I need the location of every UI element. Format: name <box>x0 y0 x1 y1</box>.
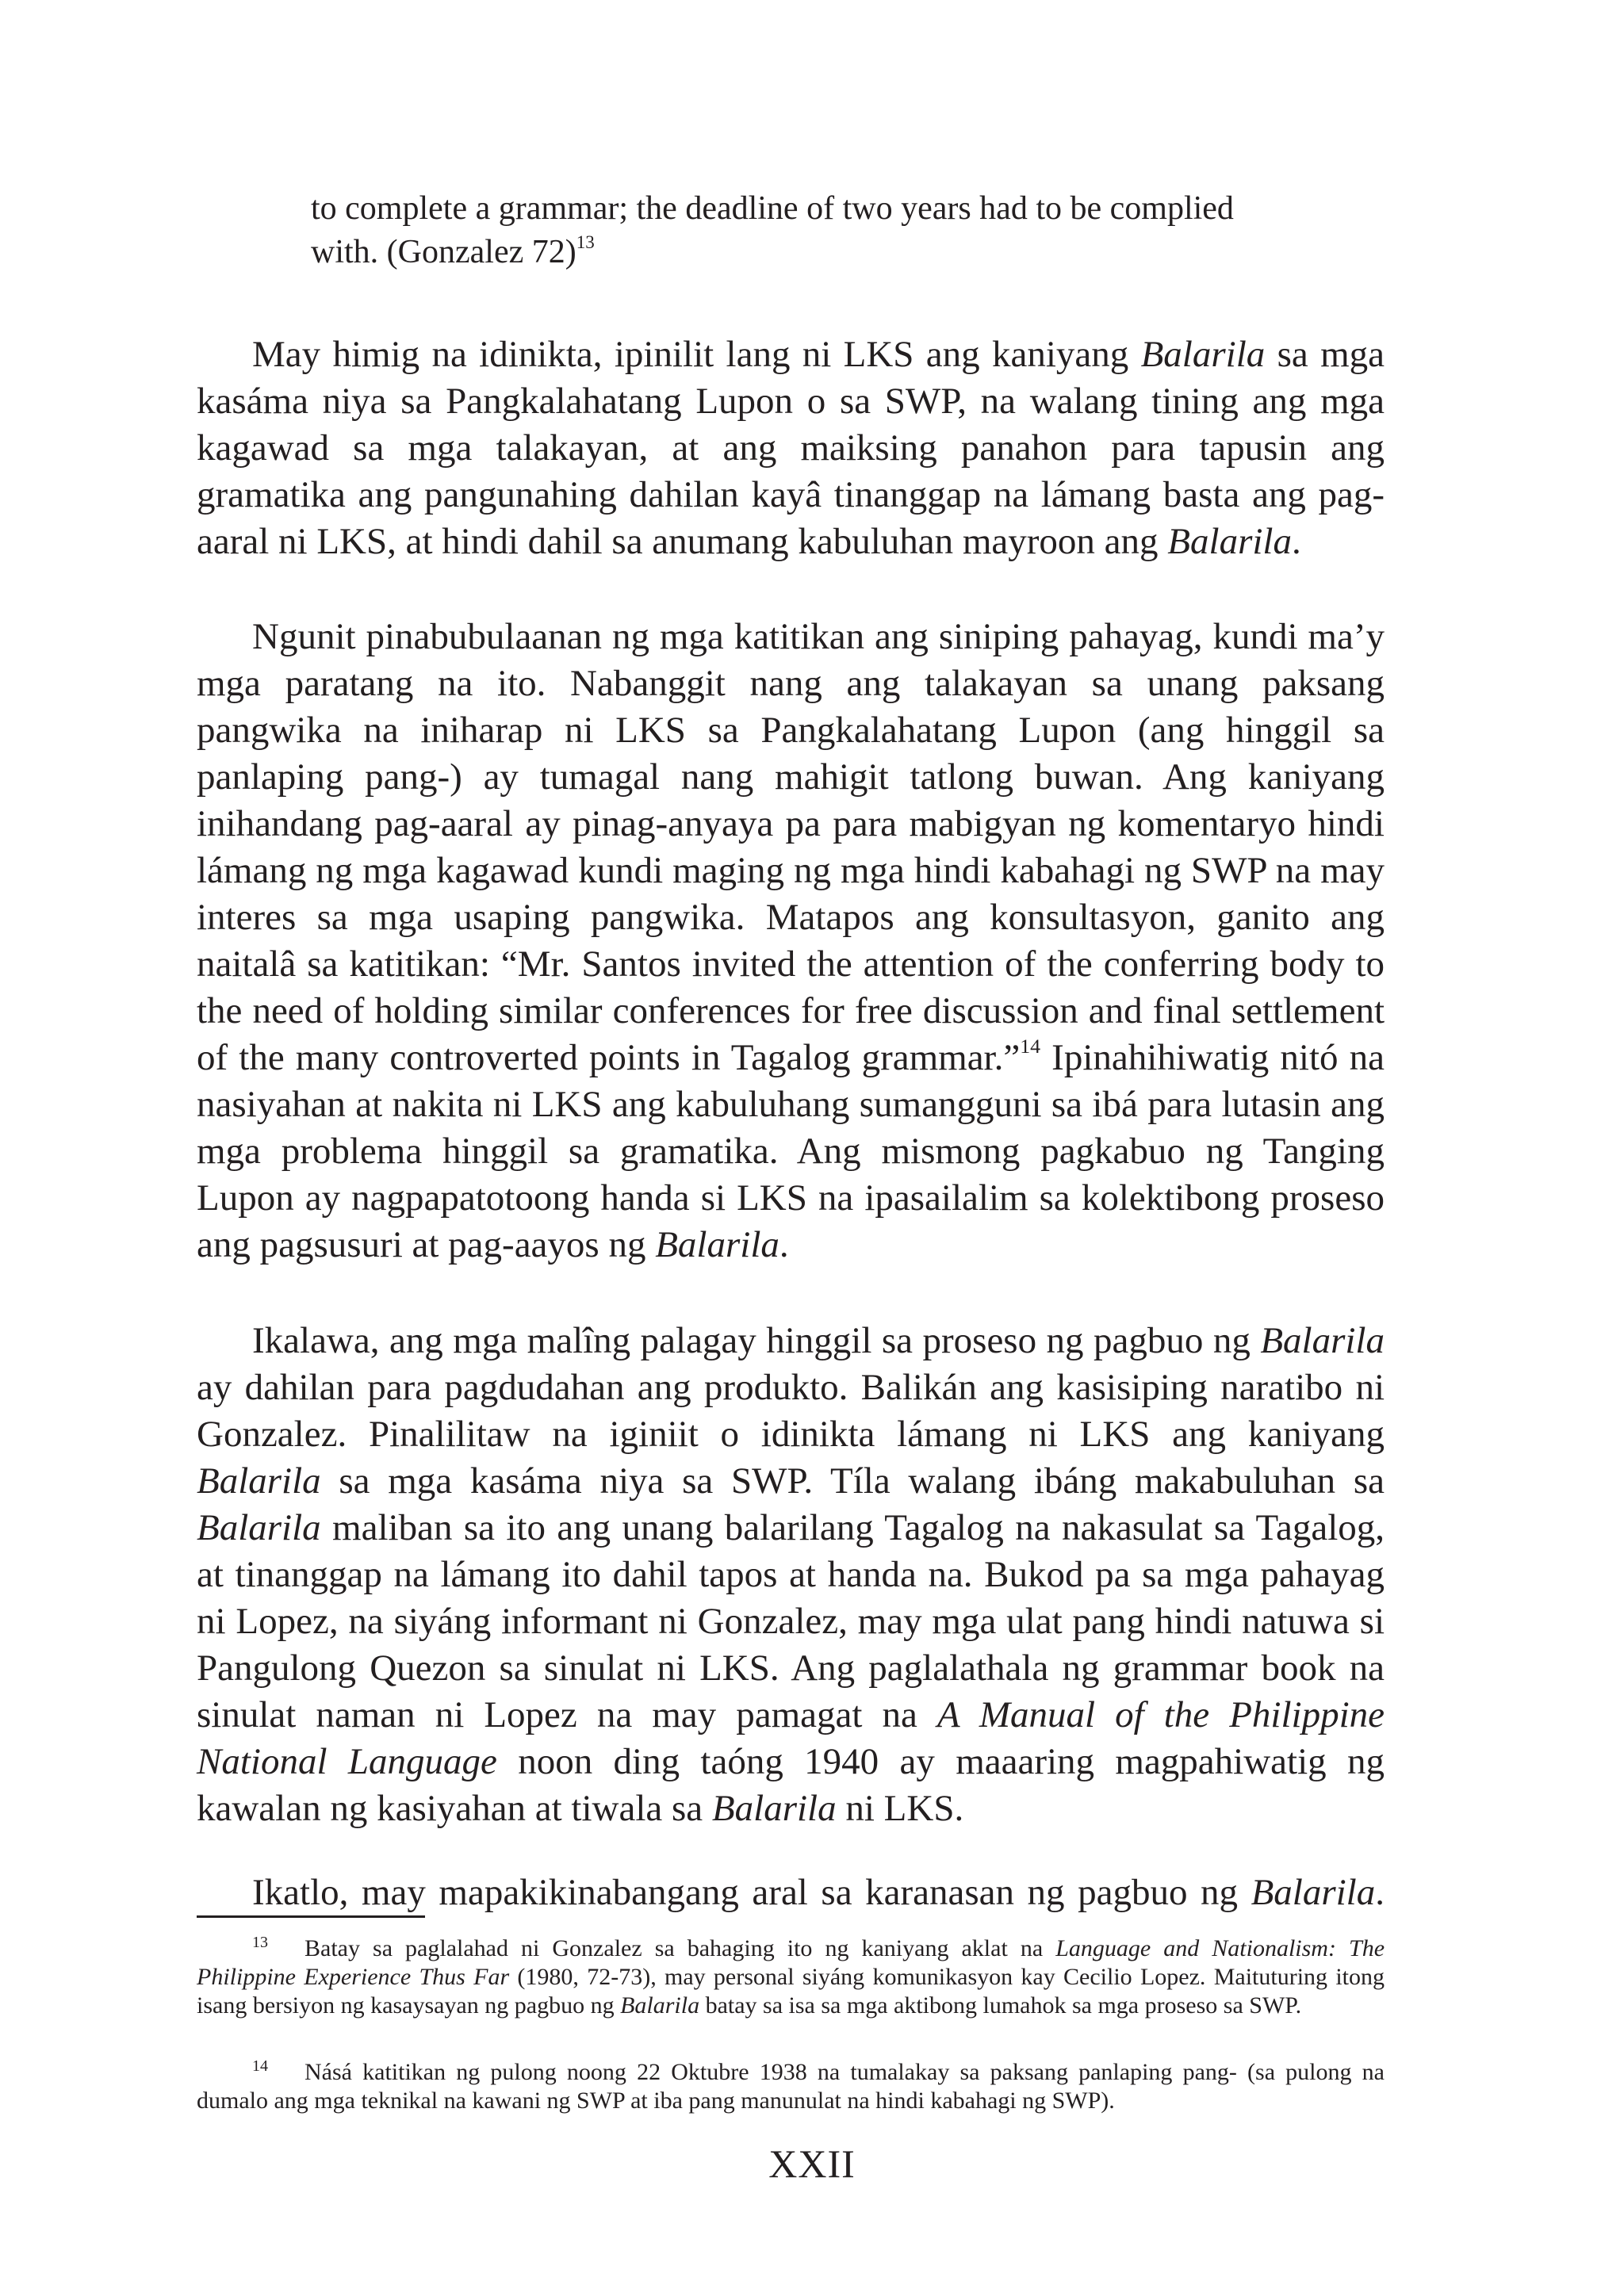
p2-text-c: . <box>779 1224 789 1265</box>
fn14-text: Násá katitikan ng pulong noong 22 Oktubre 1938 na tumalakay sa paksang panlaping pang- (sa pulong na dumalo ang mga teknikal na kawani ng SWP at iba pang manunulat na hindi kabahagi ng SWP). <box>197 2059 1385 2114</box>
p3-italic-manual-title: A Manual of the Philippine National Language <box>197 1694 1385 1782</box>
paragraph-3 <box>197 1318 1385 1832</box>
quote-line-2 <box>311 231 1342 274</box>
p3-italic-balarila-2: Balarila <box>197 1460 321 1502</box>
paragraph-1 <box>197 331 1385 565</box>
footnote-divider <box>197 1915 425 1918</box>
p4-text-b: . <box>1375 1872 1385 1913</box>
p1-text-c: . <box>1291 521 1301 562</box>
fn13-italic-book-title: Language and Nationalism: The Philippine Experience Thus Far <box>197 1935 1385 1990</box>
paragraph-2 <box>197 614 1385 1269</box>
paragraph-4 <box>197 1869 1385 1916</box>
block-quote <box>311 187 1342 274</box>
p3-text-e: noon ding taóng 1940 ay maaaring magpahiwatig ng kawalan ng kasiyahan at tiwala sa <box>197 1741 1385 1829</box>
p3-text-c: sa mga kasáma niya sa SWP. Tíla walang ibáng makabuluhan sa <box>320 1460 1385 1502</box>
p1-text-b: sa mga kasáma niya sa Pangkalahatang Lupon o sa SWP, na walang tining ang mga kagawad sa mga talakayan, at ang maiksing panahon para tapusin ang gramatika ang pangunahing dahilan kayâ tinanggap na lámang basta ang pag-aaral ni LKS, at hindi dahil sa anumang kabuluhan mayroon ang <box>197 334 1385 562</box>
p3-italic-balarila-3: Balarila <box>197 1507 321 1548</box>
p1-text-a: May himig na idinikta, ipinilit lang ni LKS ang kaniyang <box>252 334 1141 375</box>
fn13-italic-balarila: Balarila <box>620 1992 700 2019</box>
page-number: XXII <box>768 2141 856 2186</box>
footnote-14 <box>197 2052 1385 2115</box>
p2-text-b: Ipinahihiwatig nitó na nasiyahan at nakita ni LKS ang kabuluhang sumangguni sa ibá para lutasin ang mga problema hinggil sa gramatika. Ang mismong pagkabuo ng Tanging Lupon ay nagpapatotoong handa si LKS na ipasailalim sa kolektibong proseso ang pagsusuri at pag-aayos ng <box>197 1037 1385 1265</box>
p3-text-d: maliban sa ito ang unang balarilang Tagalog na nakasulat sa Tagalog, at tinanggap na lámang ito dahil tapos at handa na. Bukod pa sa mga pahayag ni Lopez, na siyáng informant ni Gonzalez, may mga ulat pang hindi natuwa si Pangulong Quezon sa sinulat ni LKS. Ang paglalathala ng grammar book na sinulat naman ni Lopez na may pamagat na <box>197 1507 1385 1735</box>
p3-text-b: ay dahilan para pagdudahan ang produkto. Balikán ang kasisiping naratibo ni Gonzalez. Pinalilitaw na iginiit o idinikta lámang ni LKS ang kaniyang <box>197 1367 1385 1455</box>
p4-italic-balarila: Balarila <box>1251 1872 1376 1913</box>
p3-italic-balarila-5: Balarila <box>711 1788 837 1829</box>
p4-text-a: Ikatlo, may mapakikinabangang aral sa karanasan ng pagbuo ng <box>252 1872 1251 1913</box>
footnote-ref-14: 14 <box>1020 1035 1041 1058</box>
quote-line-2-text: with. (Gonzalez 72) <box>311 234 576 270</box>
footnote-ref-13: 13 <box>576 231 595 252</box>
footnote-13-number: 13 <box>252 1934 268 1951</box>
p2-text-a: Ngunit pinabubulaanan ng mga katitikan ang siniping pahayag, kundi ma’y mga paratang na ito. Nabanggit nang ang talakayan sa unang paksang pangwika na iniharap ni LKS sa Pangkalahatang Lupon (ang hinggil sa panlaping pang-) ay tumagal nang mahigit tatlong buwan. Ang kaniyang inihandang pag-aaral ay pinag-anyaya pa para mabigyan ng komentaryo hindi lámang ng mga kagawad kundi maging ng mga hindi kabahagi ng SWP na may interes sa mga usaping pangwika. Matapos ang konsultasyon, ganito ang naitalâ sa katitikan: “Mr. Santos invited the attention of the conferring body to the need of holding similar conferences for free discussion and final settlement of the many controverted points in Tagalog grammar.” <box>197 616 1385 1078</box>
p3-text-f: ni LKS. <box>836 1788 964 1829</box>
fn13-text-b: (1980, 72-73), may personal siyáng komunikasyon kay Cecilio Lopez. Maituturing itong isang bersiyon ng kasaysayan ng pagbuo ng <box>197 1964 1385 2019</box>
p3-italic-balarila-1: Balarila <box>1260 1320 1385 1361</box>
footnote-13 <box>197 1928 1385 2020</box>
fn13-text-a: Batay sa paglalahad ni Gonzalez sa bahaging ito ng kaniyang aklat na <box>304 1935 1056 1961</box>
p3-text-a: Ikalawa, ang mga malîng palagay hinggil sa proseso ng pagbuo ng <box>252 1320 1261 1361</box>
p2-italic-balarila: Balarila <box>655 1224 779 1265</box>
fn13-text-c: batay sa isa sa mga aktibong lumahok sa mga proseso sa SWP. <box>699 1992 1302 2019</box>
quote-line-1: to complete a grammar; the deadline of two years had to be complied <box>311 190 1234 227</box>
p1-italic-balarila: Balarila <box>1140 334 1266 375</box>
p1-italic-balarila-2: Balarila <box>1167 521 1292 562</box>
footnote-14-number: 14 <box>252 2057 268 2075</box>
